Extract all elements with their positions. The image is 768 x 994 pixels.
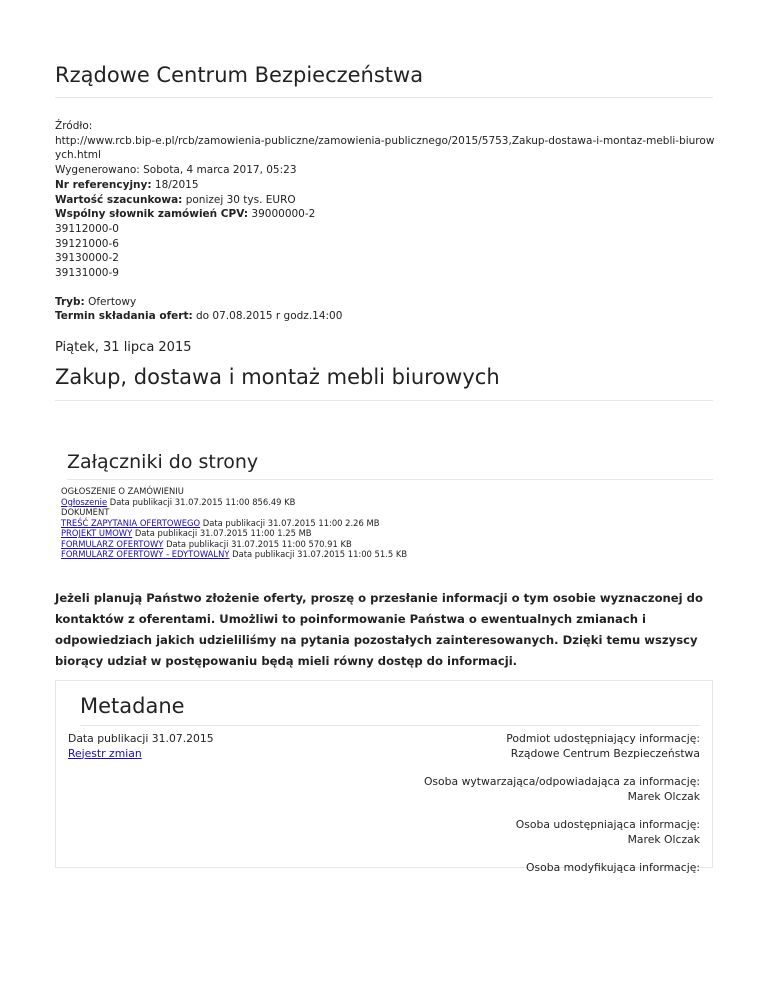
- modifier-label: Osoba modyfikująca informację:: [525, 860, 700, 874]
- cpv-code: 39131000-9: [55, 267, 119, 280]
- publication-date: Piątek, 31 lipca 2015: [55, 340, 192, 356]
- document-title: Zakup, dostawa i montaż mebli biurowych: [55, 364, 713, 401]
- cpv-code: 39130000-2: [55, 252, 119, 265]
- attachment-info: Data publikacji 31.07.2015 11:00 51.5 KB: [229, 549, 408, 560]
- notice-paragraph: Jeżeli planują Państwo złożenie oferty, proszę o przesłanie informacji o tym osobie wyznaczonej do kontaktów z oferentami. Umożliwi to poinformowanie Państwa o ewentualnych zmianach i odpowiedziach jakich udzieliliśmy na pytania pozostałych zainteresowanych. Dzięki temu wszyscy biorący udział w postępowaniu będą mieli równy dostęp do informacji.: [55, 590, 703, 668]
- metadata-author: [424, 774, 700, 804]
- ref-label: Nr referencyjny:: [55, 178, 152, 191]
- cpv-value: 39000000-2: [248, 208, 316, 221]
- attachment-info: Data publikacji 31.07.2015 11:00 1.25 MB: [132, 528, 312, 539]
- mode-label: Tryb:: [55, 295, 85, 308]
- attachment-info: Data publikacji 31.07.2015 11:00 2.26 MB: [200, 517, 380, 528]
- attachment-link[interactable]: FORMULARZ OFERTOWY: [61, 538, 164, 549]
- cpv-code: 39112000-0: [55, 222, 119, 235]
- estimated-value: [55, 193, 713, 208]
- metadata-modifier: [424, 860, 700, 875]
- deadline-value: do 07.08.2015 r godz.14:00: [192, 310, 343, 323]
- attachment-link[interactable]: PROJEKT UMOWY: [61, 528, 133, 539]
- provider-value: Rządowe Centrum Bezpieczeństwa: [510, 746, 700, 760]
- value-label: Wartość szacunkowa:: [55, 193, 183, 206]
- attachments-section: [63, 451, 713, 560]
- generated-date: Wygenerowano: Sobota, 4 marca 2017, 05:23: [55, 164, 297, 177]
- offer-deadline: [55, 309, 713, 324]
- attachments-list: [61, 486, 713, 560]
- attachment-link[interactable]: TREŚĆ ZAPYTANIA OFERTOWEGO: [61, 517, 201, 528]
- metadata-pub-date: Data publikacji 31.07.2015: [68, 731, 214, 745]
- attachments-title: Załączniki do strony: [67, 451, 713, 480]
- source-url-line-2: ych.html: [55, 149, 101, 162]
- change-log-link[interactable]: Rejestr zmian: [68, 746, 142, 760]
- cpv: [55, 207, 713, 222]
- attachment-item: [61, 549, 713, 560]
- metadata-right: [424, 731, 700, 888]
- cpv-label: Wspólny słownik zamówień CPV:: [55, 208, 249, 221]
- author-value: Marek Olczak: [627, 789, 700, 803]
- page: [55, 0, 715, 874]
- attachment-item: [61, 539, 713, 550]
- attachment-item: [61, 497, 713, 508]
- attachment-link[interactable]: Ogłoszenie: [61, 496, 108, 507]
- metadata-publisher: [424, 817, 700, 847]
- source-label: Źródło:: [55, 120, 93, 132]
- attachment-info: Data publikacji 31.07.2015 11:00 856.49 KB: [107, 496, 296, 507]
- procedure-mode: [55, 295, 713, 310]
- source-url-line-1: http://www.rcb.bip-e.pl/rcb/zamowienia-publiczne/zamowienia-publicznego/2015/5753,Zakup-dostawa-i-montaz-mebli-biurow: [55, 134, 715, 147]
- provider-label: Podmiot udostępniający informację:: [506, 731, 700, 745]
- cpv-code: 39121000-6: [55, 237, 119, 250]
- attachment-item: [61, 528, 713, 539]
- source-info: [55, 119, 713, 324]
- mode-value: Ofertowy: [84, 295, 137, 308]
- value-value: ponizej 30 tys. EURO: [182, 193, 296, 206]
- ref-value: 18/2015: [151, 178, 199, 191]
- publisher-label: Osoba udostępniająca informację:: [515, 817, 700, 831]
- metadata-box: [55, 680, 713, 874]
- ref-number: [55, 178, 713, 193]
- author-label: Osoba wytwarzająca/odpowiadająca za informację:: [423, 774, 700, 788]
- metadata-title: Metadane: [80, 693, 700, 726]
- attachment-group-label: DOKUMENT: [61, 507, 110, 518]
- metadata-left: [68, 731, 214, 761]
- attachment-group-label: OGŁOSZENIE O ZAMÓWIENIU: [61, 486, 184, 497]
- site-title: Rządowe Centrum Bezpieczeństwa: [55, 0, 713, 98]
- attachment-link[interactable]: FORMULARZ OFERTOWY - EDYTOWALNY: [61, 549, 230, 560]
- attachment-item: [61, 518, 713, 529]
- metadata-provider: [424, 731, 700, 761]
- publisher-value: Marek Olczak: [627, 832, 700, 846]
- attachment-info: Data publikacji 31.07.2015 11:00 570.91 KB: [163, 538, 352, 549]
- deadline-label: Termin składania ofert:: [55, 310, 193, 323]
